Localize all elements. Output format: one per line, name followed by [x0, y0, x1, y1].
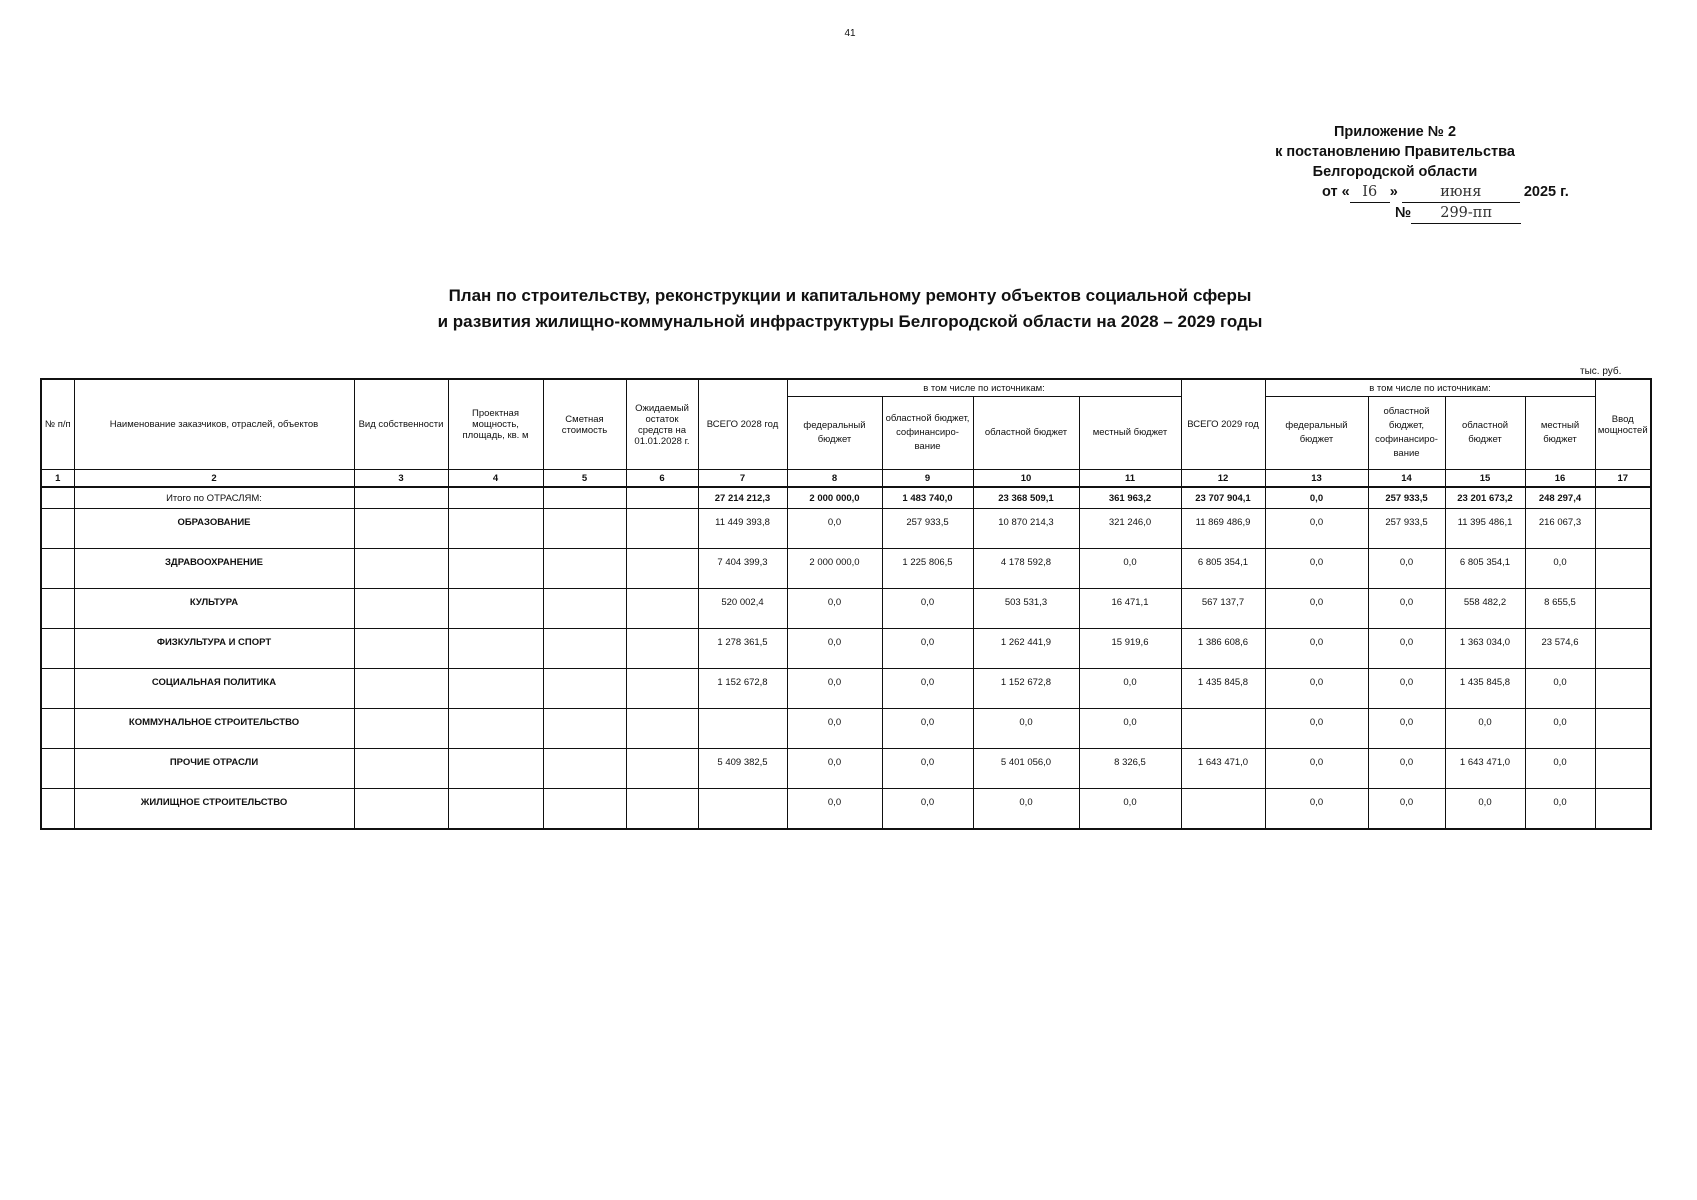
appendix-line-region: Белгородской области [1312, 164, 1478, 180]
header-sources-2028: в том числе по источникам: [787, 379, 1181, 397]
cell-local-2029: 0,0 [1525, 749, 1595, 789]
table-row [41, 589, 1651, 629]
total-federal-2029: 0,0 [1265, 487, 1368, 509]
cell-federal-2029: 0,0 [1265, 789, 1368, 830]
total-regional-2028: 23 368 509,1 [973, 487, 1079, 509]
total-regional-2029: 23 201 673,2 [1445, 487, 1525, 509]
empty-cell [543, 749, 626, 789]
sector-label: ЗДРАВООХРАНЕНИЕ [74, 549, 354, 589]
cell-local-2028: 321 246,0 [1079, 509, 1181, 549]
sector-label: СОЦИАЛЬНАЯ ПОЛИТИКА [74, 669, 354, 709]
column-number: 4 [448, 470, 543, 488]
row-number-cell [41, 669, 74, 709]
row-number-cell [41, 709, 74, 749]
cell-total-2028: 11 449 393,8 [698, 509, 787, 549]
header-sources-2029: в том числе по источникам: [1265, 379, 1595, 397]
sector-label: ФИЗКУЛЬТУРА И СПОРТ [74, 629, 354, 669]
column-number: 8 [787, 470, 882, 488]
empty-cell [1595, 669, 1651, 709]
cell-federal-2028: 0,0 [787, 509, 882, 549]
decree-number: 299-пп [1411, 203, 1521, 224]
empty-cell [1595, 709, 1651, 749]
cell-federal-2028: 2 000 000,0 [787, 549, 882, 589]
cell-federal-2029: 0,0 [1265, 709, 1368, 749]
table-row [41, 509, 1651, 549]
header-number: № п/п [41, 379, 74, 470]
empty-cell [354, 749, 448, 789]
header-total-2028: ВСЕГО 2028 год [698, 379, 787, 470]
total-local-2028: 361 963,2 [1079, 487, 1181, 509]
cell-federal-2028: 0,0 [787, 629, 882, 669]
header-local-2029: местный бюджет [1525, 397, 1595, 470]
cell-regional-2029: 0,0 [1445, 709, 1525, 749]
sector-label: ОБРАЗОВАНИЕ [74, 509, 354, 549]
plan-table [40, 378, 1652, 830]
header-regional-2028: областной бюджет [973, 397, 1079, 470]
date-prefix: от « [1322, 184, 1350, 200]
header-regional-cofin-2029: областной бюджет, софинансиро-вание [1368, 397, 1445, 470]
appendix-number-line [1220, 203, 1570, 224]
cell-regional-2028: 503 531,3 [973, 589, 1079, 629]
cell-federal-2028: 0,0 [787, 709, 882, 749]
empty-cell [543, 509, 626, 549]
column-number: 14 [1368, 470, 1445, 488]
empty-cell [626, 549, 698, 589]
empty-cell [1595, 589, 1651, 629]
row-number-cell [41, 589, 74, 629]
empty-cell [543, 709, 626, 749]
empty-cell [1595, 789, 1651, 830]
cell-federal-2029: 0,0 [1265, 669, 1368, 709]
header-regional-cofin-2028: областной бюджет, софинансиро-вание [882, 397, 973, 470]
cell-total-2029: 1 435 845,8 [1181, 669, 1265, 709]
cell-local-2029: 0,0 [1525, 789, 1595, 830]
cell-regional-2029: 6 805 354,1 [1445, 549, 1525, 589]
empty-cell [626, 789, 698, 830]
empty-cell [354, 487, 448, 509]
cell-regional-cofin-2029: 0,0 [1368, 629, 1445, 669]
empty-cell [626, 749, 698, 789]
cell-regional-2028: 0,0 [973, 709, 1079, 749]
column-number: 15 [1445, 470, 1525, 488]
cell-regional-cofin-2028: 257 933,5 [882, 509, 973, 549]
total-2029: 23 707 904,1 [1181, 487, 1265, 509]
cell-local-2028: 15 919,6 [1079, 629, 1181, 669]
row-number-cell [41, 509, 74, 549]
cell-total-2029 [1181, 709, 1265, 749]
cell-federal-2029: 0,0 [1265, 629, 1368, 669]
appendix-line-decree: к постановлению Правительства [1275, 144, 1515, 160]
cell-federal-2028: 0,0 [787, 669, 882, 709]
cell-local-2028: 0,0 [1079, 669, 1181, 709]
empty-cell [543, 487, 626, 509]
column-number: 1 [41, 470, 74, 488]
cell-regional-cofin-2029: 0,0 [1368, 749, 1445, 789]
column-number: 5 [543, 470, 626, 488]
cell-regional-2029: 0,0 [1445, 789, 1525, 830]
number-prefix: № [1395, 205, 1412, 221]
empty-cell [1595, 487, 1651, 509]
cell-regional-2029: 1 363 034,0 [1445, 629, 1525, 669]
cell-federal-2028: 0,0 [787, 789, 882, 830]
column-number: 9 [882, 470, 973, 488]
empty-cell [626, 629, 698, 669]
empty-cell [1595, 509, 1651, 549]
empty-cell [626, 589, 698, 629]
total-number-cell [41, 487, 74, 509]
cell-regional-2029: 1 435 845,8 [1445, 669, 1525, 709]
empty-cell [354, 789, 448, 830]
cell-total-2029: 11 869 486,9 [1181, 509, 1265, 549]
cell-regional-2028: 1 152 672,8 [973, 669, 1079, 709]
empty-cell [448, 629, 543, 669]
cell-local-2028: 0,0 [1079, 709, 1181, 749]
table-row [41, 629, 1651, 669]
empty-cell [448, 749, 543, 789]
cell-local-2028: 16 471,1 [1079, 589, 1181, 629]
cell-total-2028 [698, 709, 787, 749]
empty-cell [543, 589, 626, 629]
cell-local-2029: 0,0 [1525, 669, 1595, 709]
title-line-2: и развития жилищно-коммунальной инфраструктуры Белгородской области на 2028 – 2029 годы [437, 312, 1263, 331]
column-number: 10 [973, 470, 1079, 488]
cell-total-2029: 567 137,7 [1181, 589, 1265, 629]
column-number: 2 [74, 470, 354, 488]
cell-federal-2029: 0,0 [1265, 589, 1368, 629]
table-row [41, 709, 1651, 749]
empty-cell [448, 589, 543, 629]
sector-label: КОММУНАЛЬНОЕ СТРОИТЕЛЬСТВО [74, 709, 354, 749]
unit-label: тыс. руб. [1580, 366, 1622, 377]
cell-regional-cofin-2029: 0,0 [1368, 709, 1445, 749]
empty-cell [354, 549, 448, 589]
cell-local-2028: 0,0 [1079, 789, 1181, 830]
header-total-2029: ВСЕГО 2029 год [1181, 379, 1265, 470]
header-commissioning: Ввод мощностей [1595, 379, 1651, 470]
empty-cell [543, 789, 626, 830]
cell-regional-2029: 11 395 486,1 [1445, 509, 1525, 549]
cell-regional-cofin-2028: 0,0 [882, 589, 973, 629]
cell-regional-cofin-2029: 0,0 [1368, 669, 1445, 709]
column-number: 6 [626, 470, 698, 488]
column-number: 7 [698, 470, 787, 488]
cell-total-2029 [1181, 789, 1265, 830]
column-number: 17 [1595, 470, 1651, 488]
cell-total-2029: 1 643 471,0 [1181, 749, 1265, 789]
empty-cell [626, 709, 698, 749]
header-capacity: Проектная мощность, площадь, кв. м [448, 379, 543, 470]
empty-cell [543, 669, 626, 709]
cell-regional-cofin-2029: 0,0 [1368, 589, 1445, 629]
title-line-1: План по строительству, реконструкции и капитальному ремонту объектов социальной сферы [448, 286, 1252, 305]
empty-cell [543, 629, 626, 669]
cell-total-2028: 1 278 361,5 [698, 629, 787, 669]
date-year: 2025 г. [1523, 184, 1569, 200]
empty-cell [626, 487, 698, 509]
empty-cell [448, 789, 543, 830]
cell-federal-2028: 0,0 [787, 589, 882, 629]
cell-total-2029: 1 386 608,6 [1181, 629, 1265, 669]
cell-regional-cofin-2029: 0,0 [1368, 789, 1445, 830]
cell-total-2028: 7 404 399,3 [698, 549, 787, 589]
cell-regional-cofin-2028: 0,0 [882, 789, 973, 830]
column-number: 16 [1525, 470, 1595, 488]
empty-cell [1595, 629, 1651, 669]
header-local-2028: местный бюджет [1079, 397, 1181, 470]
cell-regional-2028: 5 401 056,0 [973, 749, 1079, 789]
empty-cell [354, 669, 448, 709]
table-row [41, 549, 1651, 589]
table-row [41, 789, 1651, 830]
column-number: 11 [1079, 470, 1181, 488]
total-label: Итого по ОТРАСЛЯМ: [74, 487, 354, 509]
empty-cell [448, 669, 543, 709]
sector-label: КУЛЬТУРА [74, 589, 354, 629]
date-day: I6 [1350, 182, 1390, 203]
total-2028: 27 214 212,3 [698, 487, 787, 509]
document-title [250, 283, 1450, 335]
cell-regional-2028: 0,0 [973, 789, 1079, 830]
header-regional-2029: областной бюджет [1445, 397, 1525, 470]
row-number-cell [41, 749, 74, 789]
table-row [41, 669, 1651, 709]
empty-cell [626, 669, 698, 709]
table-row [41, 749, 1651, 789]
appendix-title: Приложение № 2 [1333, 124, 1457, 140]
column-number: 3 [354, 470, 448, 488]
total-regional-cofin-2029: 257 933,5 [1368, 487, 1445, 509]
cell-regional-2028: 4 178 592,8 [973, 549, 1079, 589]
cell-federal-2028: 0,0 [787, 749, 882, 789]
cell-regional-cofin-2028: 0,0 [882, 749, 973, 789]
total-local-2029: 248 297,4 [1525, 487, 1595, 509]
column-number-row [41, 470, 1651, 488]
cell-total-2028: 5 409 382,5 [698, 749, 787, 789]
appendix-block [1220, 122, 1570, 224]
total-row [41, 487, 1651, 509]
empty-cell [448, 487, 543, 509]
cell-regional-2029: 1 643 471,0 [1445, 749, 1525, 789]
cell-local-2029: 8 655,5 [1525, 589, 1595, 629]
cell-regional-cofin-2028: 0,0 [882, 669, 973, 709]
row-number-cell [41, 789, 74, 830]
header-estimated-cost: Сметная стоимость [543, 379, 626, 470]
cell-regional-cofin-2028: 0,0 [882, 629, 973, 669]
total-federal-2028: 2 000 000,0 [787, 487, 882, 509]
cell-federal-2029: 0,0 [1265, 549, 1368, 589]
empty-cell [354, 589, 448, 629]
header-ownership: Вид собственности [354, 379, 448, 470]
date-month: июня [1402, 182, 1520, 203]
empty-cell [543, 549, 626, 589]
sector-label: ЖИЛИЩНОЕ СТРОИТЕЛЬСТВО [74, 789, 354, 830]
column-number: 12 [1181, 470, 1265, 488]
empty-cell [448, 549, 543, 589]
column-number: 13 [1265, 470, 1368, 488]
cell-regional-cofin-2028: 0,0 [882, 709, 973, 749]
total-regional-cofin-2028: 1 483 740,0 [882, 487, 973, 509]
header-expected-balance: Ожидаемый остаток средств на 01.01.2028 г. [626, 379, 698, 470]
cell-federal-2029: 0,0 [1265, 509, 1368, 549]
cell-total-2028: 520 002,4 [698, 589, 787, 629]
cell-total-2029: 6 805 354,1 [1181, 549, 1265, 589]
header-name: Наименование заказчиков, отраслей, объектов [74, 379, 354, 470]
header-federal-2029: федеральный бюджет [1265, 397, 1368, 470]
empty-cell [1595, 749, 1651, 789]
cell-local-2028: 0,0 [1079, 549, 1181, 589]
sector-label: ПРОЧИЕ ОТРАСЛИ [74, 749, 354, 789]
cell-regional-cofin-2028: 1 225 806,5 [882, 549, 973, 589]
cell-local-2029: 23 574,6 [1525, 629, 1595, 669]
cell-local-2029: 216 067,3 [1525, 509, 1595, 549]
cell-federal-2029: 0,0 [1265, 749, 1368, 789]
cell-total-2028: 1 152 672,8 [698, 669, 787, 709]
page-number: 41 [844, 28, 856, 39]
empty-cell [354, 709, 448, 749]
empty-cell [354, 509, 448, 549]
cell-regional-2028: 1 262 441,9 [973, 629, 1079, 669]
cell-total-2028 [698, 789, 787, 830]
empty-cell [448, 509, 543, 549]
empty-cell [354, 629, 448, 669]
header-federal-2028: федеральный бюджет [787, 397, 882, 470]
empty-cell [626, 509, 698, 549]
empty-cell [1595, 549, 1651, 589]
cell-local-2029: 0,0 [1525, 709, 1595, 749]
cell-regional-2028: 10 870 214,3 [973, 509, 1079, 549]
date-mid: » [1389, 184, 1398, 200]
cell-regional-cofin-2029: 0,0 [1368, 549, 1445, 589]
cell-regional-2029: 558 482,2 [1445, 589, 1525, 629]
cell-local-2029: 0,0 [1525, 549, 1595, 589]
row-number-cell [41, 629, 74, 669]
row-number-cell [41, 549, 74, 589]
empty-cell [448, 709, 543, 749]
cell-regional-cofin-2029: 257 933,5 [1368, 509, 1445, 549]
cell-local-2028: 8 326,5 [1079, 749, 1181, 789]
appendix-date-line [1220, 182, 1570, 203]
